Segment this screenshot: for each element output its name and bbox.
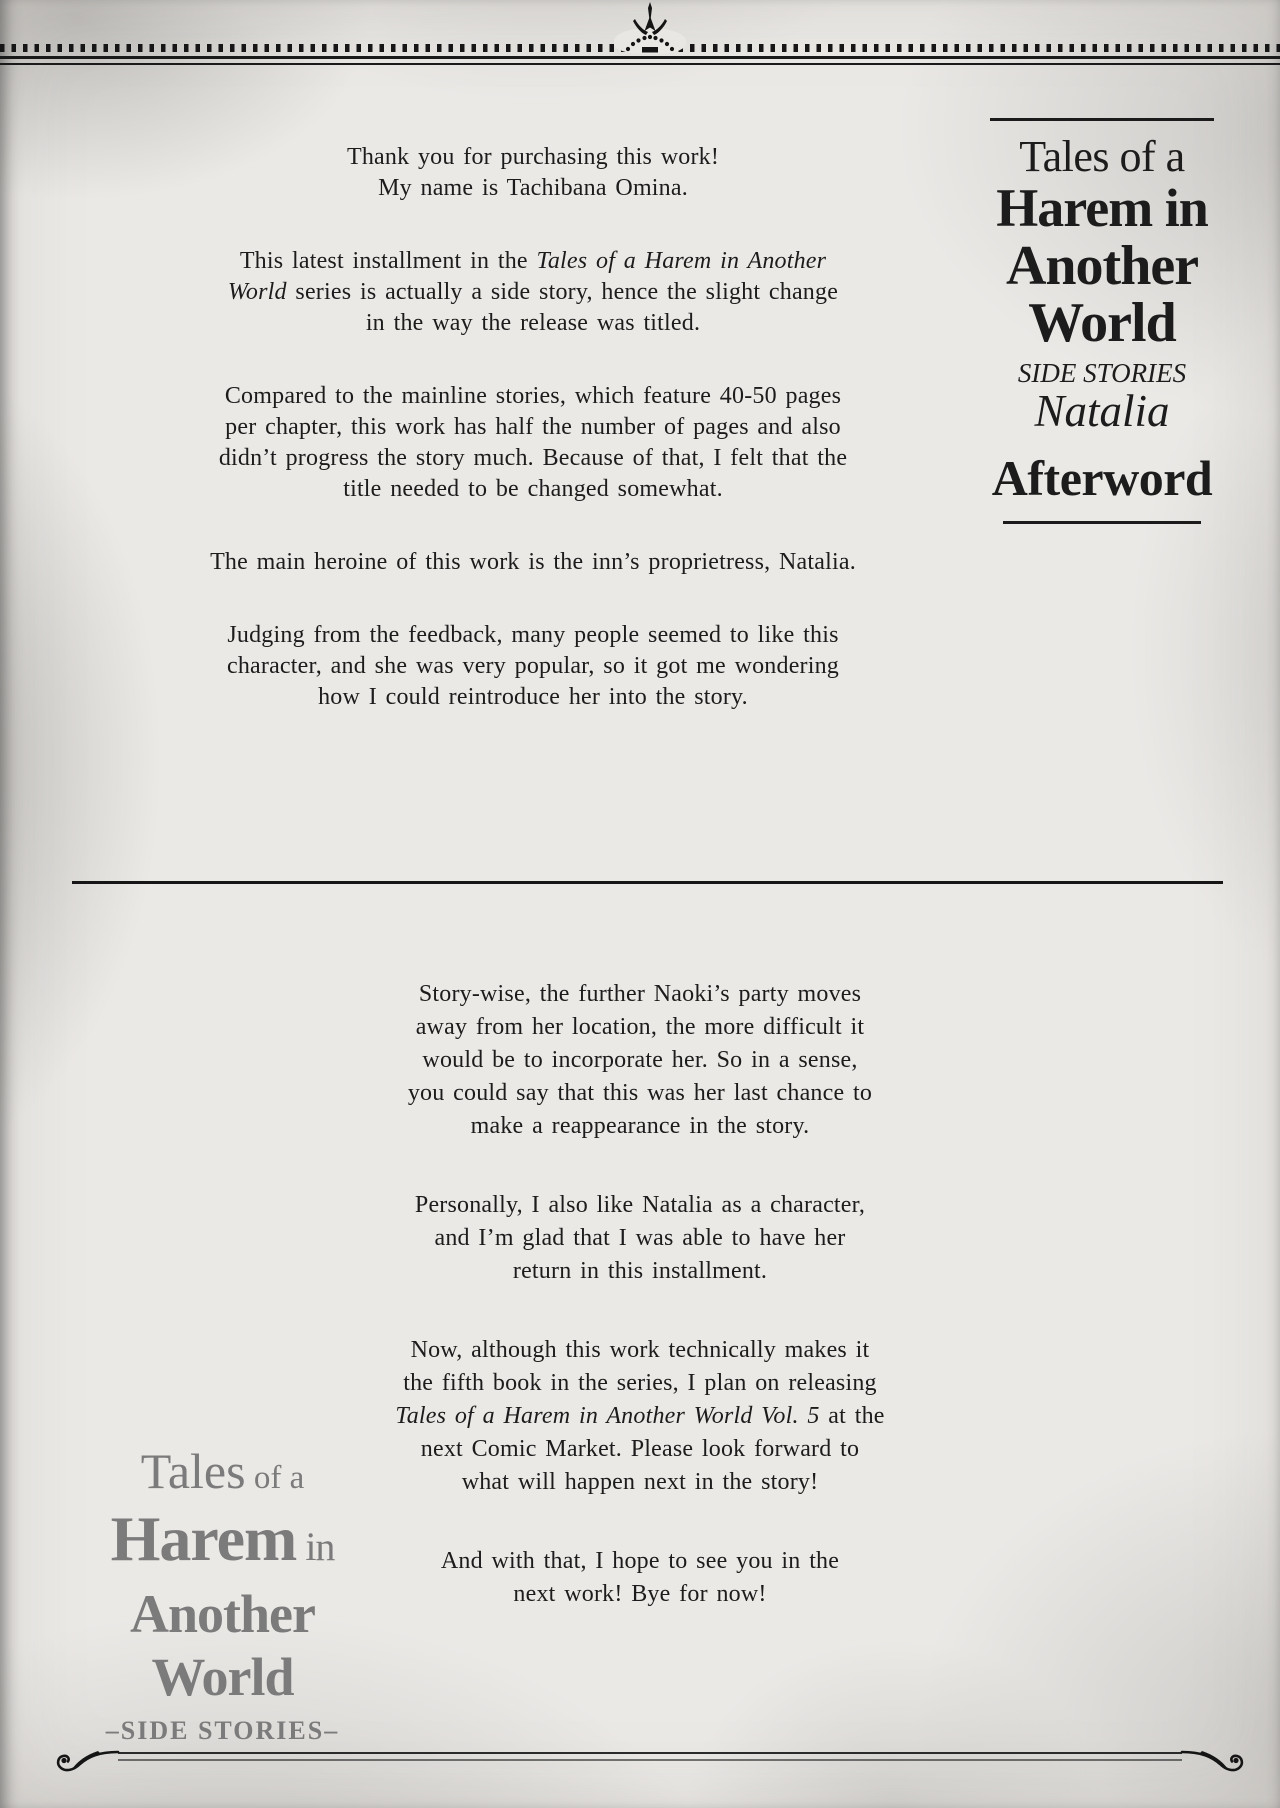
series-title-line-1: Tales of a [1019,132,1185,181]
series-title-block [985,118,1219,524]
afterword-text-top [188,142,878,713]
series-subtitle: SIDE STORIES [1017,358,1187,388]
series-title-line-4: World [1028,292,1176,354]
logo-line-1 [85,1443,360,1503]
paragraph: Judging from the feedback, many people seemed to like this character, and she was very popular, so it got me wondering how I could reintroduce her into the story. [226,622,840,710]
crown-finial-ornament-icon [622,2,678,58]
paragraph: The main heroine of this work is the inn’s proprietress, Natalia. [210,549,856,575]
logo-line-2 [85,1503,360,1583]
title-bottom-rule [1003,521,1201,524]
logo-word-another: Another [130,1584,315,1644]
paragraph: Story-wise, the further Naoki’s party moves away from her location, the more difficult it would be to incorporate her. So in a sense, you could say that this was her last chance to make a reappearance in the story. [407,981,873,1139]
logo-word-in: in [296,1524,335,1569]
logo-word-of-a: of a [245,1460,305,1496]
logo-word-tales: Tales [140,1443,246,1499]
logo-word-harem: Harem [110,1503,297,1574]
afterword-text-bottom [340,978,940,1611]
scroll-flourish-left-icon [58,1751,118,1770]
paragraph: And with that, I hope to see you in the next work! Bye for now! [440,1548,840,1607]
logo-tagline: –SIDE STORIES– [105,1716,340,1745]
paragraph: Compared to the mainline stories, which feature 40-50 pages per chapter, this work has half the number of pages and also didn’t progress the story much. Because of that, I felt that the title needed to be changed somewhat. [218,383,848,502]
logo-word-world: World [151,1647,294,1707]
series-logo [85,1443,360,1745]
section-divider-rule [72,881,1223,884]
scroll-flourish-right-icon [1182,1751,1242,1770]
paragraph: Now, although this work technically makes it the fifth book in the series, I plan on releasing Tales of a Harem in Another World Vol. 5 at the next Comic Market. Please look forward to what will happen next in the story! [395,1337,885,1495]
character-name: Natalia [1034,386,1170,436]
paragraph: Personally, I also like Natalia as a character, and I’m glad that I was able to have her return in this installment. [414,1192,866,1284]
series-title-line-3: Another [1005,235,1199,297]
section-label: Afterword [991,450,1213,506]
series-title-line-2: Harem in [996,178,1208,238]
title-top-rule [990,118,1214,121]
bottom-flourish-border [0,1740,1280,1800]
paragraph: Thank you for purchasing this work! My name is Tachibana Omina. [346,144,720,201]
paragraph: This latest installment in the Tales of a Harem in Another World series is actually a side story, hence the slight change in the way the release was titled. [227,248,839,336]
